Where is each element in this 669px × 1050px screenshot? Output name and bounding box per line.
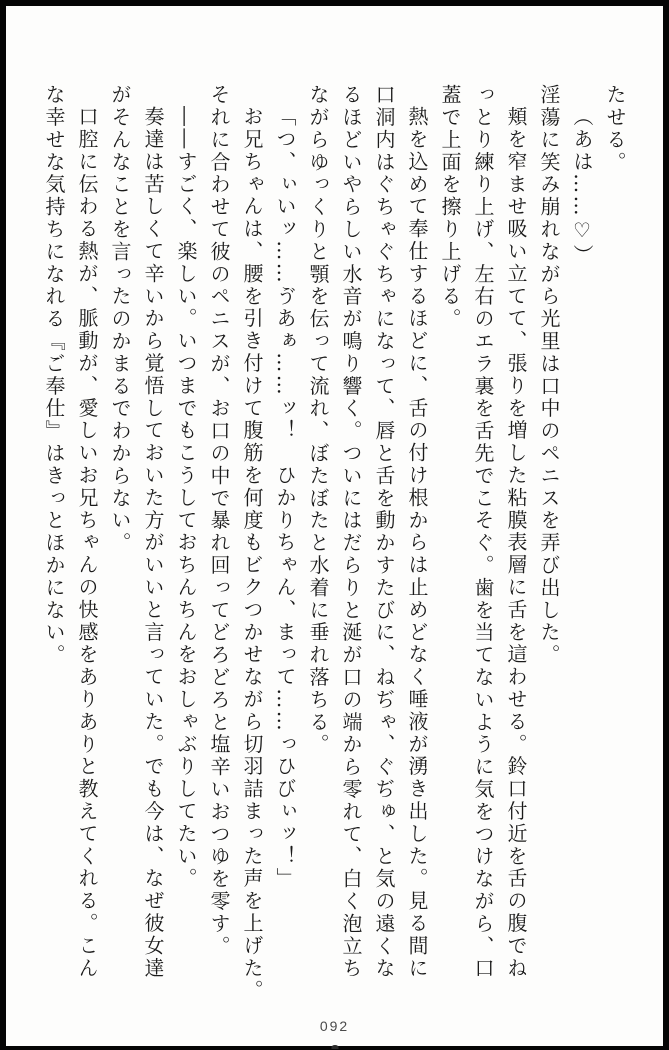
text-column: それに合わせて彼のペニスが、お口の中で暴れ回ってどろどろと塩辛いおつゆを零す。 xyxy=(207,84,231,958)
text-column: 口腔に伝わる熱が、脈動が、愛しいお兄ちゃんの快感をありありと教えてくれる。こん xyxy=(75,106,99,980)
text-column: るほどいやらしい水音が鳴り響く。ついにはだらりと涎が口の端から零れて、白く泡立ち xyxy=(339,84,363,980)
folio-edge-mark xyxy=(331,1045,338,1049)
text-column: 奏達は苦しくて辛いから覚悟しておいた方がいいと言っていた。でも今は、なぜ彼女達 xyxy=(141,106,165,980)
text-column: ――すごく、楽しい。いつまでもこうしておちんちんをおしゃぶりしてたい。 xyxy=(174,106,198,890)
vertical-text-area xyxy=(37,84,631,1004)
text-column: がそんなことを言ったのかまるでわからない。 xyxy=(108,84,132,555)
text-column: 蓋で上面を擦り上げる。 xyxy=(438,84,462,331)
text-column: （あは……♡） xyxy=(570,106,594,267)
text-column: ながらゆっくりと顎を伝って流れ、ぼたぼたと水着に垂れ落ちる。 xyxy=(306,84,330,756)
text-column: っとり練り上げ、左右のエラ裏を舌先でこそぐ。歯を当てないように気をつけながら、口 xyxy=(471,84,495,980)
text-column: 熱を込めて奉仕するほどに、舌の付け根からは止めどなく唾液が湧き出した。見る間に xyxy=(405,106,429,980)
page-number: 092 xyxy=(319,1018,350,1034)
text-column: 「つ、ぃいッ……ゔあぁ……ッ！ ひかりちゃん、まって……っひびぃッ！」 xyxy=(273,106,297,890)
text-column: たせる。 xyxy=(603,84,627,174)
text-column: 淫蕩に笑み崩れながら光里は口中のペニスを弄び出した。 xyxy=(537,84,561,667)
text-column: お兄ちゃんは、腰を引き付けて腹筋を何度もビクつかせながら切羽詰まった声を上げた。 xyxy=(240,106,264,1002)
text-column: な幸せな気持ちになれる『ご奉仕』はきっとほかにない。 xyxy=(42,84,66,667)
text-column: 頬を窄ませ吸い立てて、張りを増した粘膜表層に舌を這わせる。鈴口付近を舌の腹でね xyxy=(504,106,528,980)
text-column: 口洞内はぐちゃぐちゃになって、唇と舌を動かすたびに、ねぢゃ、ぐぢゅ、と気の遠くな xyxy=(372,84,396,980)
